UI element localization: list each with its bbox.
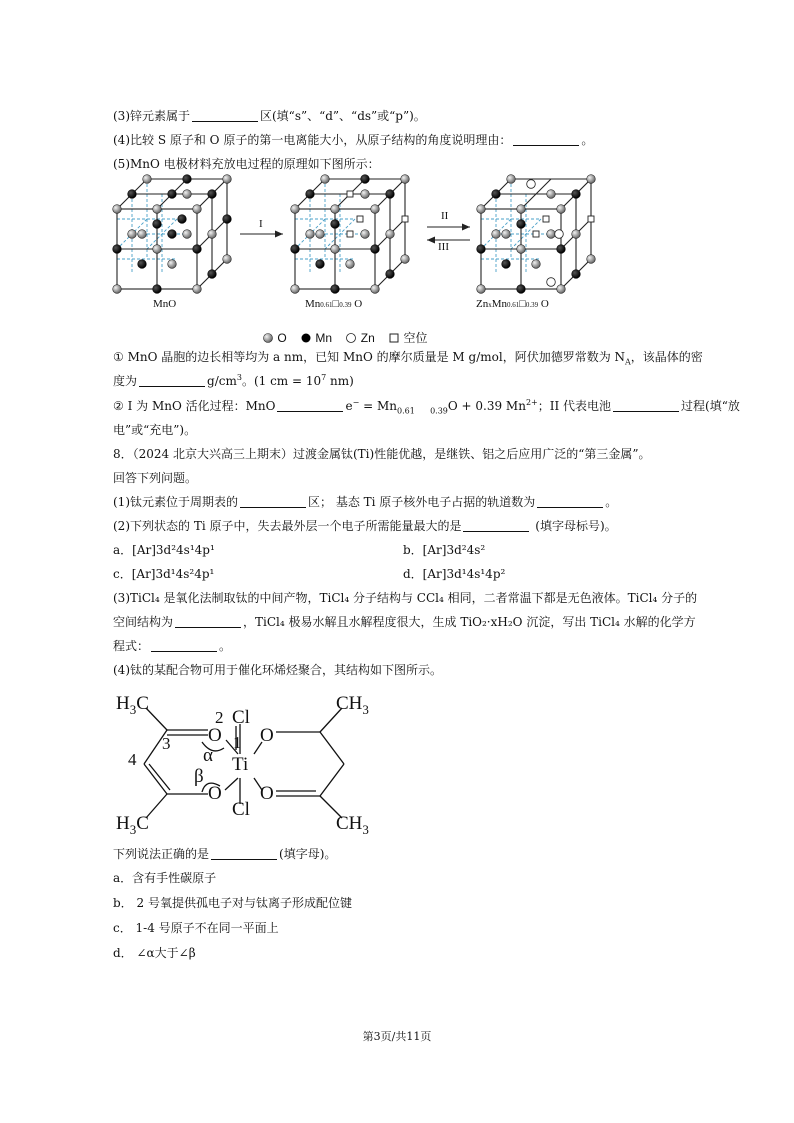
- label-zn-mn-vac-o: ZnxMn0.61□0.39 O: [476, 298, 549, 310]
- page-footer: 第3页/共11页: [362, 1030, 432, 1043]
- ch3-top: $CH_3$: [336, 693, 369, 717]
- after-option-b: b． 2 号氧提供孤电子对与钛离子形成配位键: [113, 896, 352, 910]
- atom-number-3: 3: [162, 734, 171, 753]
- option-d: d．[Ar]3d¹4s¹4p²: [403, 567, 506, 581]
- q8-3-line2: 空间结构为 ，TiCl₄ 极易水解且水解程度很大，生成 TiO₂·xH₂O 沉淀，写出 TiCl₄ 水解的化学方: [113, 615, 696, 629]
- after-option-c: c． 1-4 号原子不在同一平面上: [113, 921, 279, 935]
- battery-process-blank[interactable]: [613, 399, 679, 412]
- q3-post: 区(填“s”、“d”、“ds”或“p”)。: [260, 109, 426, 123]
- cube-mno: [113, 175, 232, 294]
- q8-3-line3: 程式： 。: [113, 639, 232, 653]
- label-mno: MnO: [153, 298, 177, 310]
- crystal-figure: [105, 172, 605, 297]
- electron-count-blank[interactable]: [277, 399, 343, 412]
- option-c: c．[Ar]3d¹4s²4p¹: [113, 567, 215, 581]
- arrow-iii-label: III: [438, 241, 449, 253]
- oxygen-2: O: [208, 725, 222, 746]
- label-mn-vac-o: Mn0.61□0.39 O: [305, 298, 363, 310]
- oxygen-right-bottom: O: [260, 783, 274, 804]
- p2-line1: ② I 为 MnO 活化过程：MnO $e^- = Mn_{0.61}$ $_{0.39}$O + 0.39 $Mn^{2+}$；II 代表电池 过程(填“放: [113, 398, 740, 416]
- after-answer-blank[interactable]: [211, 847, 277, 860]
- p1-line2: 度为 $g/cm^3$。(1 cm = $10^7$ nm): [113, 373, 354, 388]
- q8-1-blank-b[interactable]: [537, 495, 603, 508]
- atom-number-2: 2: [215, 708, 224, 727]
- option-b: b．[Ar]3d²4s²: [403, 543, 486, 557]
- q8-3-equation-blank[interactable]: [151, 639, 217, 652]
- q5-line: (5)MnO 电极材料充放电过程的原理如下图所示：: [113, 157, 380, 171]
- q8-4-line: (4)钛的某配合物可用于催化环烯烃聚合，其结构如下图所示。: [113, 663, 443, 677]
- oxygen-left-bottom: O: [208, 783, 222, 804]
- q3-line: [113, 108, 426, 124]
- zinc-ball-icon: [345, 332, 357, 344]
- q4-line: [113, 132, 593, 148]
- h3c-top: $H_3C$: [116, 693, 149, 717]
- cube-zn-inserted: [477, 175, 596, 294]
- manganese-ball-icon: [300, 332, 312, 344]
- ti-atom: Ti: [232, 754, 249, 775]
- cl-bottom: Cl: [232, 799, 250, 820]
- q3-blank[interactable]: [192, 109, 258, 122]
- q8-3-shape-blank[interactable]: [175, 615, 241, 628]
- q3-pre: (3)锌元素属于: [113, 109, 190, 123]
- p2-line2: 电”或“充电”)。: [113, 423, 197, 437]
- p1-line1: ① MnO 晶胞的边长相等均为 a nm，已知 MnO 的摩尔质量是 M g/mol，阿伏加德罗常数为 $N_A$，该晶体的密: [113, 350, 703, 367]
- angle-beta: β: [194, 766, 204, 787]
- oxygen-ball-icon: [262, 332, 274, 344]
- q8-1-blank-a[interactable]: [240, 495, 306, 508]
- q8-2: (2)下列状态的 Ti 原子中，失去最外层一个电子所需能量最大的是 (填字母标号)。: [113, 519, 617, 533]
- h3c-bottom: $H_3C$: [116, 813, 149, 837]
- angle-alpha: α: [203, 745, 213, 766]
- cube-activated: [291, 175, 410, 294]
- after-option-d: d． ∠α大于∠β: [113, 946, 196, 960]
- q8-sub: 回答下列问题。: [113, 471, 198, 485]
- ch3-bottom: $CH_3$: [336, 813, 369, 837]
- cl-top: Cl: [232, 707, 250, 728]
- q8-1: (1)钛元素位于周期表的 区； 基态 Ti 原子核外电子占据的轨道数为 。: [113, 495, 618, 509]
- q8-2-options-cd: [113, 566, 506, 582]
- q8-2-options-ab: [113, 542, 486, 558]
- atom-number-4: 4: [128, 750, 137, 769]
- q8-2-blank[interactable]: [463, 519, 529, 532]
- arrow-ii-label: II: [441, 210, 449, 222]
- atom-number-1: 1: [233, 733, 242, 752]
- density-blank[interactable]: [139, 374, 205, 387]
- q8-3-line1: (3)TiCl₄ 是氧化法制取钛的中间产物，TiCl₄ 分子结构与 CCl₄ 相同，二者常温下都是无色液体。TiCl₄ 分子的: [113, 591, 698, 605]
- arrow-i-label: I: [259, 218, 263, 230]
- option-a: a．[Ar]3d²4s¹4p¹: [113, 543, 215, 557]
- q4-pre: (4)比较 S 原子和 O 原子的第一电离能大小，从原子结构的角度说明理由：: [113, 133, 512, 147]
- q4-blank[interactable]: [513, 133, 579, 146]
- figure-legend: O Mn Zn 空位: [262, 329, 427, 346]
- vacancy-square-icon: [388, 332, 400, 344]
- after-question: 下列说法正确的是 (填字母)。: [113, 847, 337, 861]
- q8-title: 8．（2024 北京大兴高三上期末）过渡金属钛(Ti)性能优越，是继铁、铝之后应用广泛的“第三金属”。: [113, 447, 651, 461]
- after-option-a: a．含有手性碳原子: [113, 871, 217, 885]
- oxygen-right-top: O: [260, 725, 274, 746]
- q4-post: 。: [581, 133, 594, 147]
